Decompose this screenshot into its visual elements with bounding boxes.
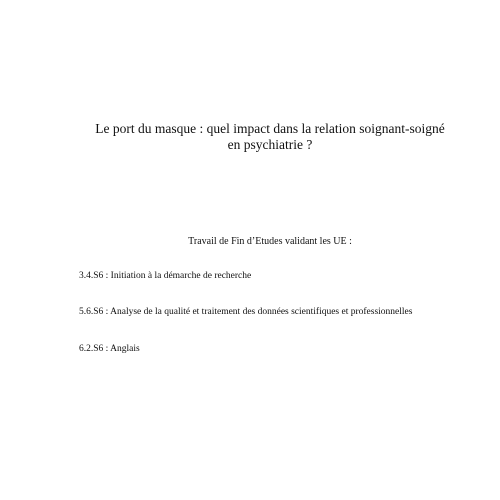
ue-item: 6.2.S6 : Anglais — [79, 344, 140, 354]
document-title-line-2: en psychiatrie ? — [227, 137, 313, 152]
ue-item: 5.6.S6 : Analyse de la qualité et traitement des données scientifiques et professionnelles — [79, 307, 413, 317]
document-title-line-1: Le port du masque : quel impact dans la relation soignant-soigné — [95, 121, 445, 136]
ue-item: 3.4.S6 : Initiation à la démarche de recherche — [79, 271, 252, 281]
document-subtitle: Travail de Fin d’Etudes validant les UE : — [188, 236, 352, 247]
